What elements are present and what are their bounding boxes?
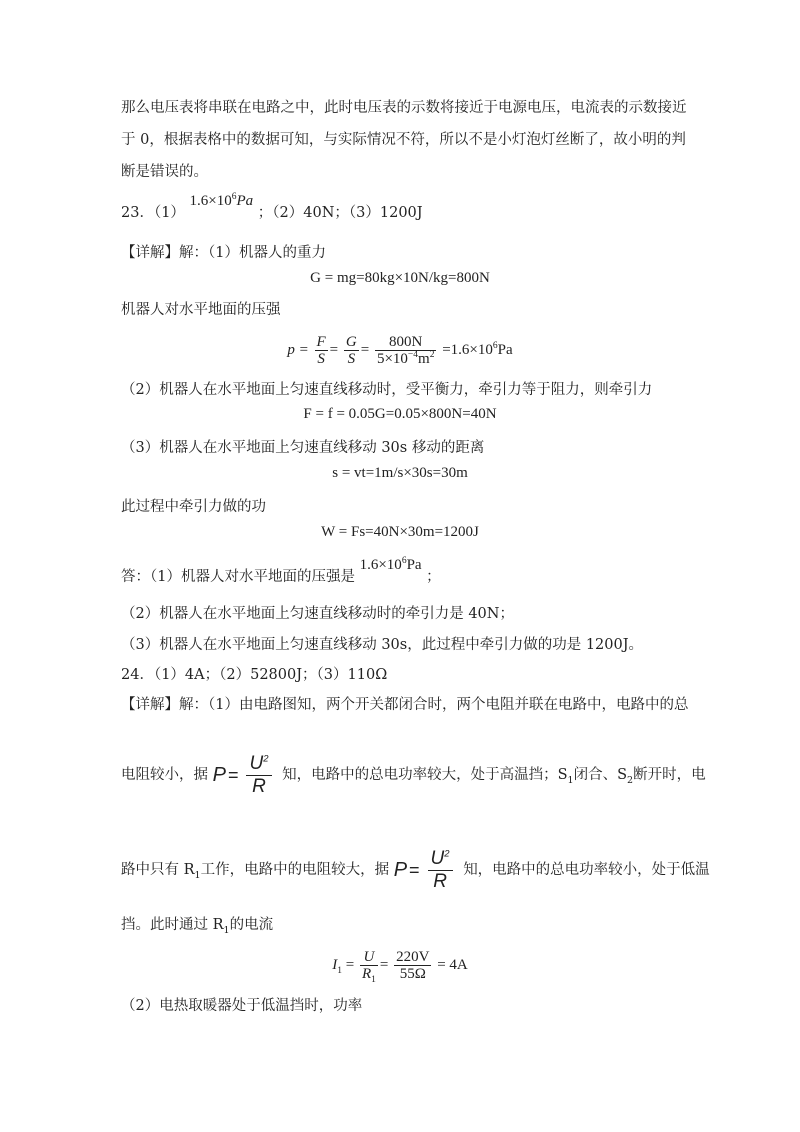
answer-pressure-value: $1.6\times 10^6Pa$	[189, 192, 254, 209]
equation-current: $I_1$ = $\frac{U}{R_1}$ = $\frac{220V}{55\Omega}$ = 4A	[332, 949, 468, 986]
text-line-power-formula-high: 电阻较小，据 P = $\frac{U^2}{R}$ 知，电路中的总电功率较大，处于高温挡；$S_1$闭合、$S_2$断开时，电	[121, 752, 706, 797]
text-line-power-formula-low: 路中只有 $R_1$工作，电路中的电阻较大，据 P = $\frac{U^2}{R}$ 知，电路中的总电功率较小，处于低温	[121, 847, 710, 892]
answer-line-2: （2）机器人在水平地面上匀速直线移动时的牵引力是 40N；	[121, 606, 514, 622]
text-line: 机器人对水平地面的压强	[121, 302, 281, 318]
text-line: 挡。此时通过 $R_1$的电流	[121, 917, 274, 936]
question-23-answer: 23．（1） $1.6\times 10^6Pa$ ；（2）40N；（3）1200J	[121, 192, 423, 221]
text-line: （3）机器人在水平地面上匀速直线移动 30s 移动的距离	[121, 440, 485, 456]
detail-label: 【详解】	[121, 245, 179, 261]
text-line: （2）电热取暖器处于低温挡时，功率	[121, 998, 363, 1014]
detail-23: 【详解】解：（1）机器人的重力	[121, 245, 326, 261]
text-line: 那么电压表将串联在电路之中，此时电压表的示数将接近于电源电压，电流表的示数接近	[121, 100, 687, 116]
equation-gravity: G = mg=80kg×10N/kg=800N	[310, 270, 490, 286]
equation-force: F = f = 0.05G=0.05×800N=40N	[303, 406, 497, 422]
equation-work: W = Fs=40N×30m=1200J	[321, 524, 479, 540]
answer-line-1: 答：（1）机器人对水平地面的压强是 $1.6\times 10^6Pa$ ；	[121, 556, 441, 585]
question-24-answer: 24．（1）4A；（2）52800J；（3）110Ω	[121, 667, 388, 683]
equation-pressure: p = $\frac{F}{S}$ = $\frac{G}{S}$ = $\frac{800N}{5\times 10^{-4}m^2}$ $=1.6\times 10^6Pa$	[287, 334, 513, 368]
text-line: 于 0，根据表格中的数据可知，与实际情况不符，所以不是小灯泡灯丝断了，故小明的判	[121, 132, 686, 148]
text-line: 断是错误的。	[121, 164, 208, 180]
text-line: （2）机器人在水平地面上匀速直线移动时，受平衡力，牵引力等于阻力，则牵引力	[121, 382, 653, 398]
answer-line-3: （3）机器人在水平地面上匀速直线移动 30s，此过程中牵引力做的功是 1200J。	[121, 637, 644, 653]
answer-pressure-value: $1.6\times 10^6Pa$	[359, 556, 422, 573]
text-line: 此过程中牵引力做的功	[121, 499, 266, 515]
detail-24: 【详解】解：（1）由电路图知，两个开关都闭合时，两个电阻并联在电路中，电路中的总	[121, 697, 689, 713]
equation-distance: s = vt=1m/s×30s=30m	[332, 465, 468, 481]
detail-label: 【详解】	[121, 697, 179, 713]
power-formula: $\frac{U^2}{R}$	[246, 753, 271, 798]
power-formula: $\frac{U^2}{R}$	[428, 848, 453, 893]
